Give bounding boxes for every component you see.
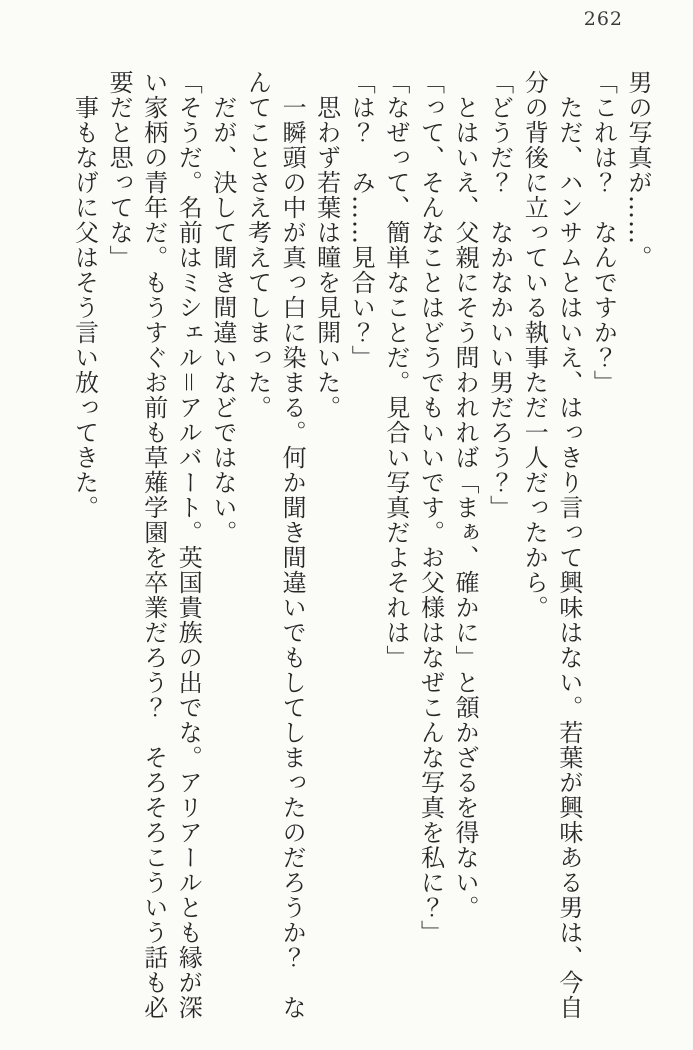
text-line: ただ、ハンサムとはいえ、はっきり言って興味はない。若葉が興味ある男は、今自 — [554, 95, 583, 1020]
text-line: んてことさえ考えてしまった。 — [243, 70, 272, 420]
text-line: とはいえ、父親にそう問われれば「まぁ、確かに」と頷かざるを得ない。 — [451, 95, 480, 920]
text-line: 「って、そんなことはどうでもいいです。お父様はなぜこんな写真を私に？」 — [416, 70, 445, 945]
text-line: 分の背後に立っている執事ただ一人だったから。 — [520, 70, 549, 620]
text-columns — [67, 70, 655, 1022]
text-line: 「は？ み……見合い？」 — [347, 70, 376, 370]
text-line: 要だと思ってな」 — [105, 70, 134, 270]
text-line: だが、決して聞き間違いなどではない。 — [208, 95, 237, 545]
text-line: 事もなげに父はそう言い放ってきた。 — [70, 95, 99, 520]
text-line: 「なぜって、簡単なことだ。見合い写真だよそれは」 — [381, 70, 410, 670]
text-line: 「そうだ。名前はミシェル＝アルバート。英国貴族の出でな。アリアールとも縁が深 — [174, 70, 203, 1020]
text-line: 「どうだ？ なかなかいい男だろう？」 — [485, 70, 514, 520]
text-line: 思わず若葉は瞳を見開いた。 — [312, 95, 341, 420]
page-number: 262 — [583, 8, 623, 30]
text-line: 「これは？ なんですか？」 — [589, 70, 618, 395]
text-line: 一瞬頭の中が真っ白に染まる。何か聞き間違いでもしてしまったのだろうか？ な — [278, 95, 307, 1020]
text-line: い家柄の青年だ。もうすぐお前も草薙学園を卒業だろう？ そろそろこういう話も必 — [139, 70, 168, 1020]
text-line: 男の写真が……。 — [624, 70, 652, 270]
